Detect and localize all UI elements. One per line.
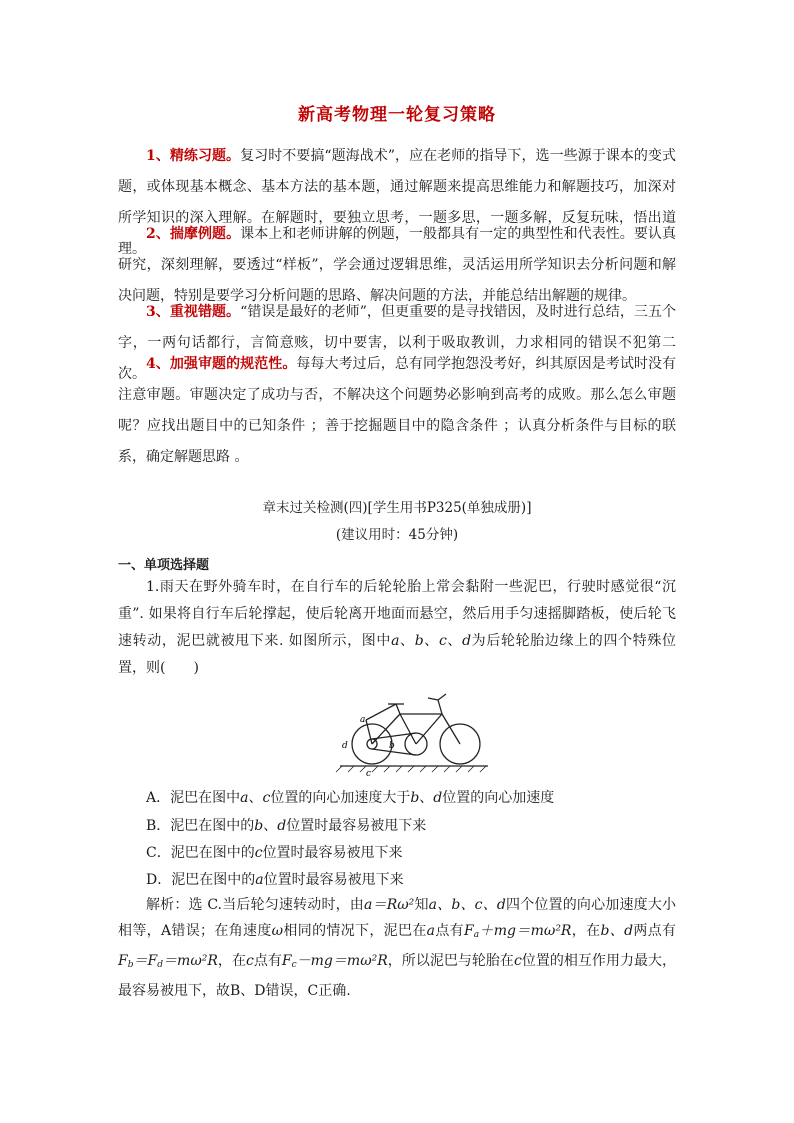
option-text: 、 [263, 818, 278, 834]
var-c: c [438, 633, 447, 649]
strategy-text: “错误是最好的老师”，但更重要的是寻找错因，及时进行总结，三五个字，一两句话都行，言简意赅，切中要害，以利于吸取教训，力求相同的错误不犯第二次。 [118, 304, 676, 382]
option-text: 位置时最容易被甩下来 [262, 845, 403, 861]
formula: ＝F [133, 953, 158, 969]
bicycle-figure [330, 682, 490, 778]
strategy-label: 1、精练习题。 [146, 148, 241, 164]
analysis-text: 解析：选 C.当后轮匀速转动时，由 [146, 897, 364, 913]
option-var: d [277, 818, 287, 834]
option-text: D．泥巴在图中的 [146, 872, 256, 888]
formula: c [513, 953, 522, 969]
analysis [118, 892, 676, 1004]
option-var: a [240, 790, 249, 806]
question-stem [118, 574, 676, 682]
separator: 、 [399, 633, 415, 649]
suggested-time: (建议用时：45分钟) [335, 527, 459, 543]
separator: 、 [423, 633, 439, 649]
option-text: 、 [248, 790, 263, 806]
analysis-text: 点有 [253, 953, 282, 969]
subscript: b [127, 960, 134, 970]
formula: a＝Rω² [364, 897, 415, 913]
label-d: d [342, 741, 348, 751]
option-text: C．泥巴在图中的 [146, 845, 255, 861]
option-var: a [255, 872, 264, 888]
label-a: a [360, 715, 366, 725]
label-c: c [366, 769, 372, 778]
option-a [146, 787, 554, 807]
var-d: d [462, 633, 472, 649]
option-var: d [433, 790, 443, 806]
var-b: b [414, 633, 424, 649]
option-c [146, 842, 403, 862]
formula: F [281, 953, 292, 969]
option-text: A．泥巴在图中 [146, 790, 241, 806]
option-text: 位置的向心加速度 [442, 790, 555, 806]
strategy-text: 每每大考过后，总有同学抱怨没考好，纠其原因是考试时没有注意审题。审题决定了成功与否，不解决这个问题势必影响到高考的成败。那么怎么审题呢？应找出题目中的已知条件 ；善于挖掘题目中的隐含条件 ；认真分析条件与目标的联系，确定解题思路 。 [118, 356, 677, 465]
option-text: B．泥巴在图中的 [146, 818, 255, 834]
formula: ω [271, 923, 284, 939]
analysis-text: 两点有 [633, 923, 677, 939]
strategy-text: 复习时不要搞“题海战术”，应在老师的指导下，选一些源于课本的变式题，或体现基本概念、基本方法的基本题，通过解题来提高思维能力和解题技巧，加深对所学知识的深入理解。在解题时，要独立思考，一题多思，一题多解，反复玩味，悟出道理。 [118, 148, 676, 257]
chapter-title: 章末过关检测(四)[学生用书P325(单独成册)] [262, 500, 532, 516]
option-b [146, 815, 426, 835]
option-var: b [254, 818, 264, 834]
formula: F [118, 953, 128, 969]
option-var: c [262, 790, 271, 806]
page-title: 新高考物理一轮复习策略 [298, 105, 496, 125]
option-var: b [410, 790, 420, 806]
analysis-text: ，所以泥巴与轮胎在 [387, 953, 514, 969]
analysis-text: ，在 [217, 953, 246, 969]
formula: a、b、c、d [428, 897, 506, 913]
formula: b、d [600, 923, 634, 939]
strategy-label: 2、揣摩例题。 [146, 226, 241, 242]
strategy-text: 课本上和老师讲解的例题，一般都具有一定的典型性和代表性。要认真研究，深刻理解，要透过“样板”，学会通过逻辑思维，灵活运用所学知识去分析问题和解决问题，特别是要学习分析问题的思路、解决问题的方法，并能总结出解题的规律。 [118, 226, 676, 304]
analysis-text: 点有 [435, 923, 464, 939]
analysis-text: 四个位置的向心加速度大小相等，A错误；在角速度 [118, 897, 676, 939]
separator: 、 [446, 633, 463, 649]
subscript: a [473, 930, 480, 940]
formula: c [245, 953, 254, 969]
analysis-text: 知 [414, 897, 429, 913]
strategy-label: 4、加强审题的规范性。 [146, 356, 297, 372]
option-text: 、 [419, 790, 434, 806]
formula: ＋mg＝mω²R [479, 923, 572, 939]
section-label: 一、单项选择题 [118, 558, 210, 573]
formula: ＝mω²R [163, 953, 218, 969]
strategy-label: 3、重视错题。 [146, 304, 241, 320]
strategy-paragraph-4 [118, 349, 676, 473]
option-text: 位置时最容易被甩下来 [286, 818, 427, 834]
subscript: d [157, 960, 164, 970]
analysis-text: ，在 [571, 923, 601, 939]
analysis-text: 位置的相互作用力最大，最容易被甩下，故B、D错误，C正确. [118, 953, 677, 999]
option-var: c [254, 845, 263, 861]
option-text: 位置时最容易被甩下来 [263, 872, 404, 888]
formula: －mg＝mω²R [296, 953, 388, 969]
subscript: c [291, 960, 297, 970]
option-d [146, 869, 404, 889]
label-b: b [389, 741, 395, 751]
option-text: 位置的向心加速度大于 [270, 790, 411, 806]
stem-text: 1.雨天在野外骑车时，在自行车的后轮轮胎上常会黏附一些泥巴，行驶时感觉很“沉重”. 如果将自行车后轮撑起，使后轮离开地面而悬空，然后用手匀速摇脚踏板，使后轮飞速转动，泥巴就被甩下来. 如图所示，图中 [118, 579, 676, 649]
formula: a [426, 923, 436, 939]
analysis-text: 相同的情况下，泥巴在 [283, 923, 427, 939]
formula: F [464, 923, 474, 939]
var-a: a [391, 633, 400, 649]
stem-text-2: 为后轮轮胎边缘上的四个特殊位置，则( ) [118, 633, 677, 676]
